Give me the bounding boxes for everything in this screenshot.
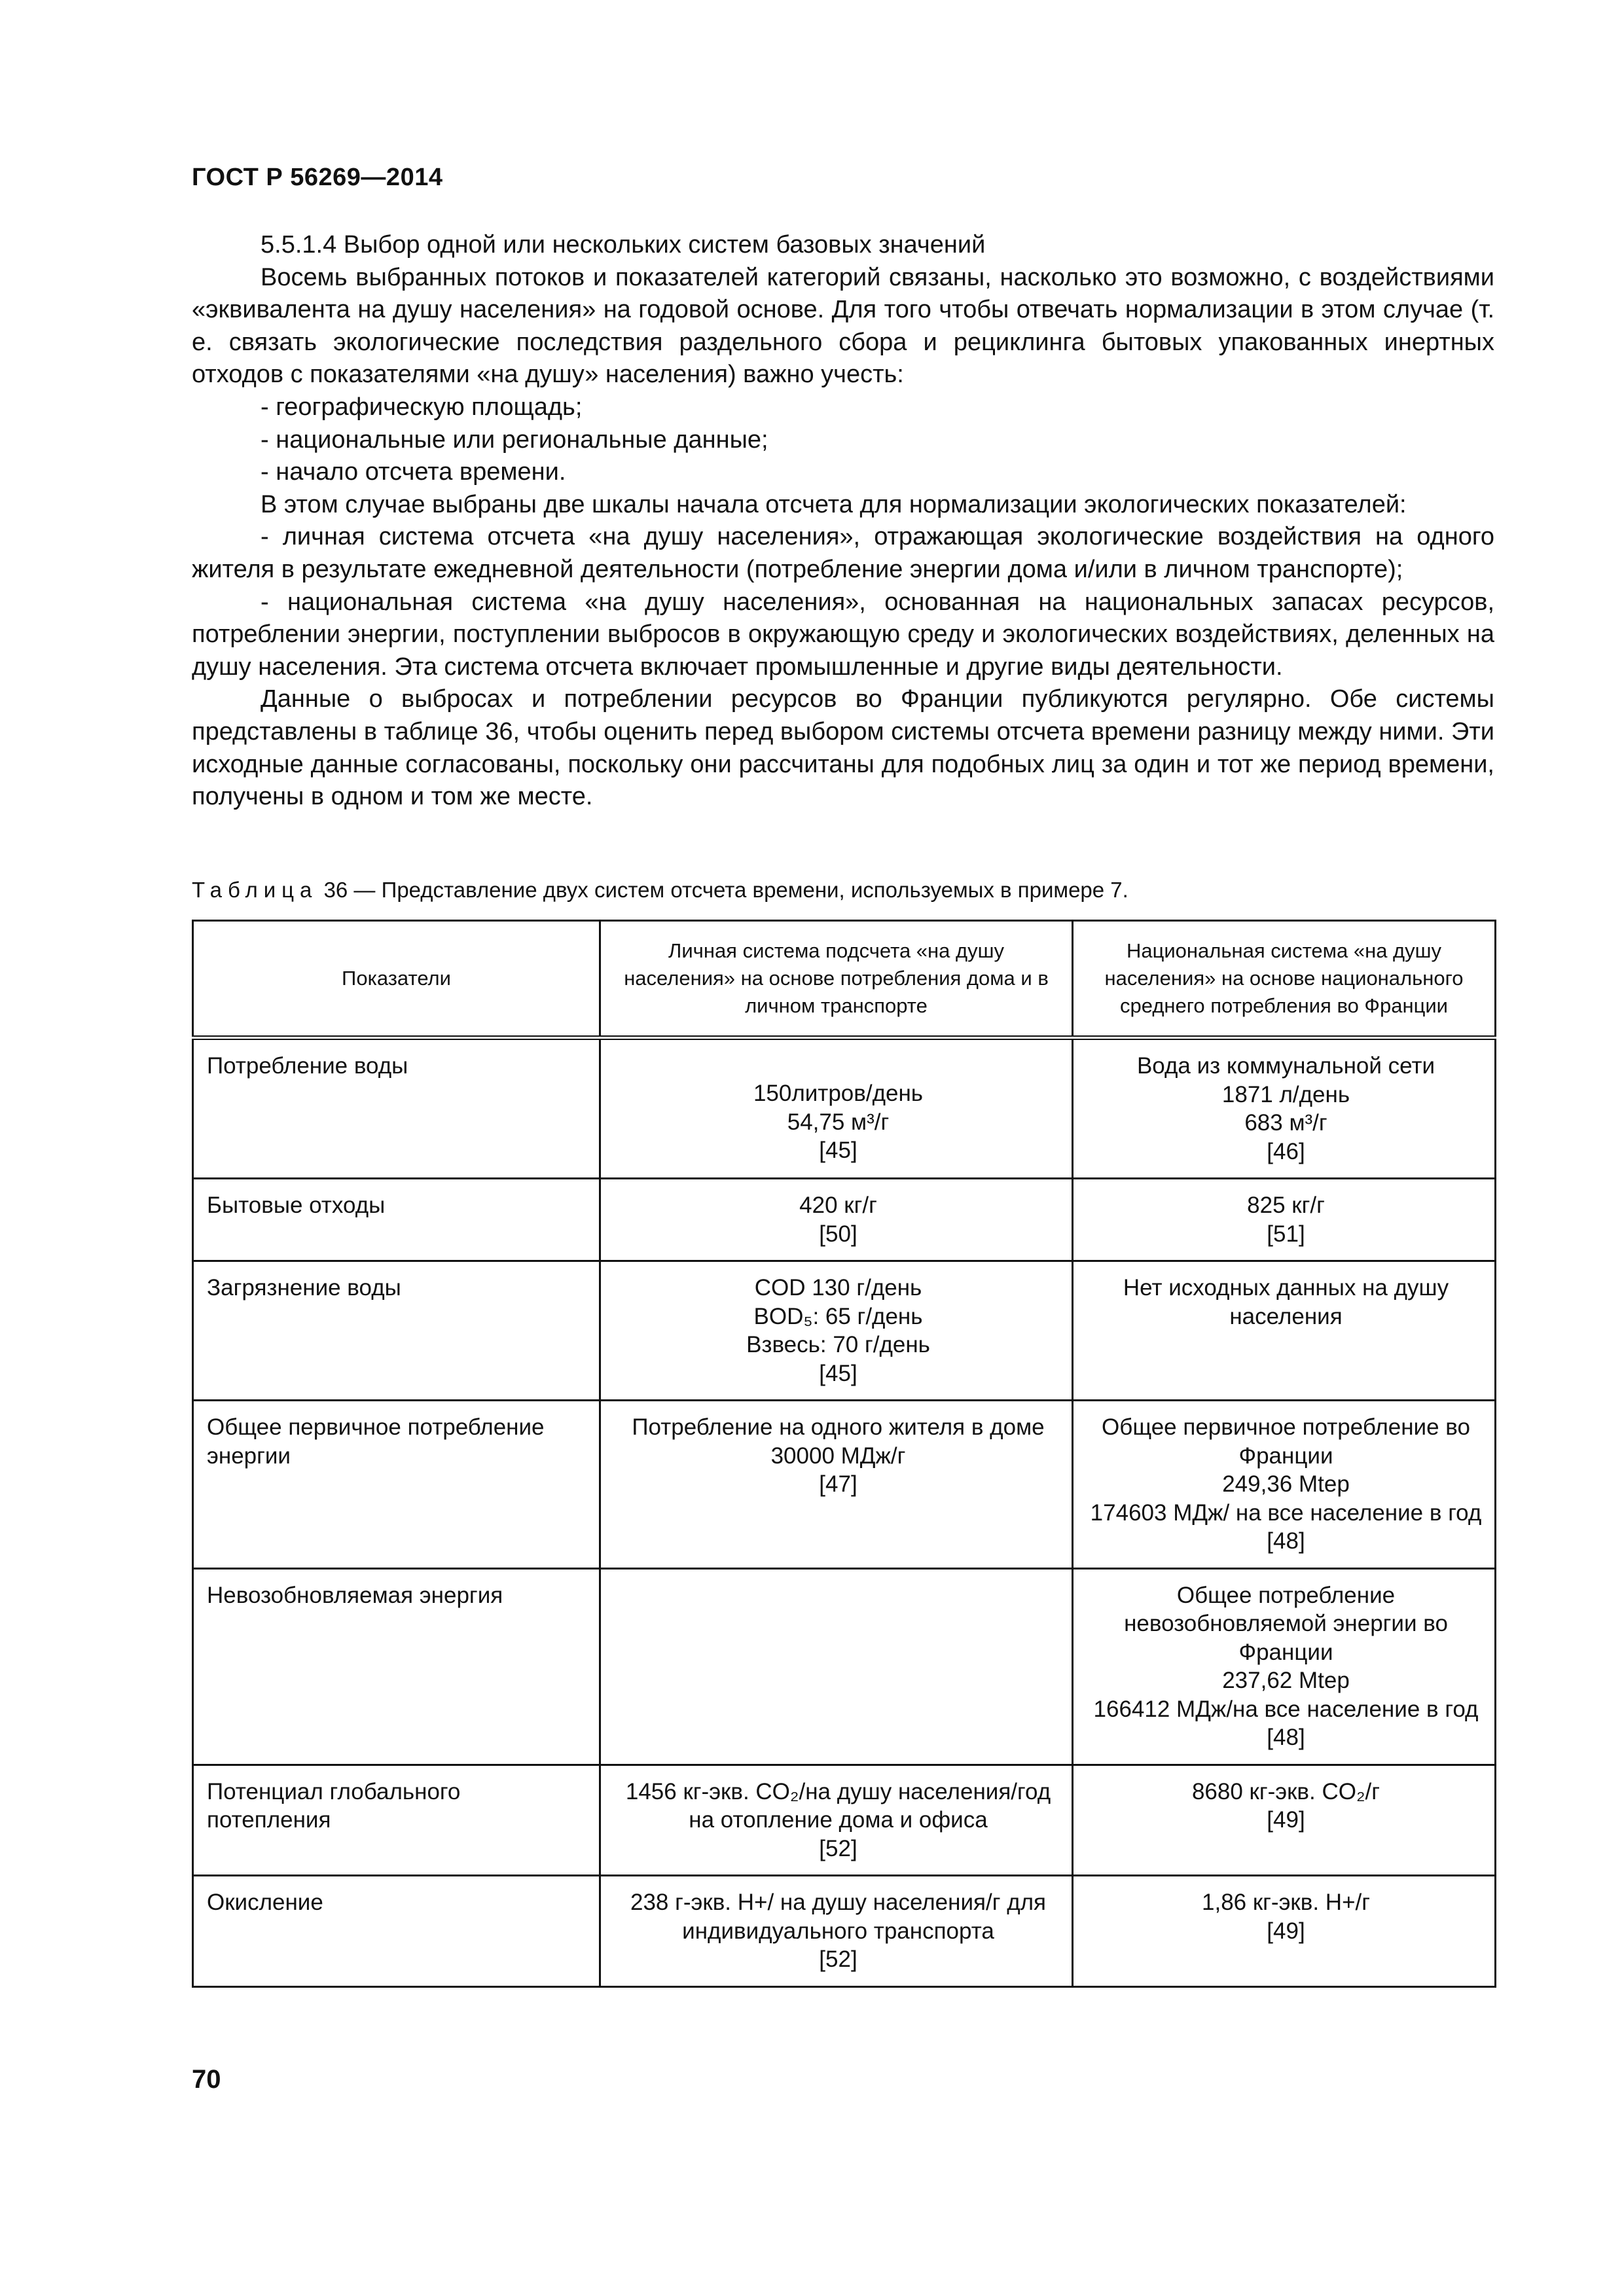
table-row — [193, 1876, 1496, 1987]
national-value-cell — [1073, 1179, 1496, 1261]
header-personal-system: Личная система подсчета «на душу населения» на основе потребления дома и в личном транспорте — [600, 921, 1073, 1038]
cell-line: 8680 кг-экв. CO₂/г — [1191, 1778, 1380, 1804]
cell-line: 30000 МДж/г — [770, 1443, 906, 1469]
cell-line: 166412 МДж/на все население в год — [1093, 1696, 1479, 1722]
cell-line: 150литров/день — [753, 1081, 924, 1106]
national-value-cell — [1073, 1038, 1496, 1179]
personal-value-cell — [600, 1876, 1073, 1987]
cell-line: [52] — [819, 1946, 857, 1972]
cell-line: [51] — [1267, 1221, 1305, 1247]
page-number: 70 — [192, 2065, 221, 2094]
cell-line: 420 кг/г — [799, 1193, 877, 1218]
paragraph: Восемь выбранных потоков и показателей категорий связаны, насколько это возможно, с воздействиями «эквивалента на душу населения» на годовой основе. Для того чтобы отвечать нормализации в этом случае (т. е. связать экологические последствия раздельного сбора и рециклинга бытовых упакованных инертных отходов с показателями «на душу» населения) важно учесть: — [192, 263, 1494, 389]
national-value-cell — [1073, 1876, 1496, 1987]
cell-line: Взвесь: 70 г/день — [746, 1332, 930, 1357]
indicator-cell: Невозобновляемая энергия — [193, 1568, 600, 1765]
cell-line: [49] — [1267, 1918, 1305, 1944]
body-text — [192, 229, 1494, 814]
cell-line: [47] — [819, 1471, 857, 1497]
indicator-cell: Потребление воды — [193, 1038, 600, 1179]
cell-line: 1456 кг-экв. CO₂/на душу населения/год на отопление дома и офиса — [625, 1778, 1051, 1833]
cell-line: 174603 МДж/ на все население в год — [1090, 1499, 1482, 1526]
indicator-cell: Потенциал глобального потепления — [193, 1765, 600, 1876]
cell-line: [45] — [819, 1360, 857, 1386]
personal-value-cell — [600, 1261, 1073, 1401]
header-indicators: Показатели — [193, 921, 600, 1038]
indicator-cell: Окисление — [193, 1876, 600, 1987]
table-body — [193, 1038, 1496, 1987]
cell-line: 683 м³/г — [1244, 1110, 1327, 1136]
cell-line: Общее первичное потребление во Франции — [1102, 1414, 1470, 1469]
national-value-cell — [1073, 1401, 1496, 1569]
table-row — [193, 1261, 1496, 1401]
list-item: - национальные или региональные данные; — [261, 425, 768, 454]
personal-value-cell — [600, 1038, 1073, 1179]
section-heading: 5.5.1.4 Выбор одной или нескольких систем базовых значений — [261, 231, 986, 259]
cell-line: [48] — [1267, 1528, 1305, 1554]
cell-line: [50] — [819, 1221, 857, 1247]
cell-line: COD 130 г/день — [754, 1275, 922, 1300]
table-row — [193, 1179, 1496, 1261]
table-row — [193, 1765, 1496, 1876]
list-item: - национальная система «на душу населения», основанная на национальных запасах ресурсов, потреблении энергии, поступлении выбросов в окружающую среду и экологических воздействиях, деленных на душу населения. Эта система отсчета включает промышленные и другие виды деятельности. — [192, 588, 1494, 681]
personal-value-cell — [600, 1568, 1073, 1765]
list-item: - географическую площадь; — [261, 393, 583, 421]
paragraph: В этом случае выбраны две шкалы начала отсчета для нормализации экологических показателей: — [261, 490, 1407, 518]
cell-line: Потребление на одного жителя в доме — [632, 1414, 1045, 1440]
indicator-cell: Бытовые отходы — [193, 1179, 600, 1261]
national-value-cell — [1073, 1765, 1496, 1876]
cell-line: 1871 л/день — [1221, 1081, 1350, 1107]
table-row — [193, 1401, 1496, 1569]
cell-line: Вода из коммунальной сети — [1136, 1053, 1435, 1079]
cell-line: 1,86 кг-экв. H+/г — [1202, 1890, 1370, 1915]
cell-line: 54,75 м³/г — [787, 1109, 890, 1135]
cell-line: 825 кг/г — [1247, 1193, 1325, 1218]
cell-line: Общее потребление невозобновляемой энергии во Франции — [1124, 1582, 1448, 1665]
indicator-cell: Загрязнение воды — [193, 1261, 600, 1401]
cell-line: BOD₅: 65 г/день — [753, 1303, 923, 1329]
table-caption-label: Таблица — [192, 878, 318, 902]
list-item: - начало отсчета времени. — [261, 458, 566, 486]
paragraph: Данные о выбросах и потреблении ресурсов во Франции публикуются регулярно. Обе системы представлены в таблице 36, чтобы оценить перед выбором системы отсчета времени разницу между ними. Эти исходные данные согласованы, поскольку они рассчитаны для подобных лиц за один и тот же период времени, получены в одном и том же месте. — [192, 685, 1494, 811]
cell-line: [49] — [1267, 1807, 1305, 1833]
cell-line: [45] — [819, 1138, 857, 1163]
document-header: ГОСТ Р 56269—2014 — [192, 164, 443, 191]
personal-value-cell — [600, 1179, 1073, 1261]
cell-line: [46] — [1267, 1138, 1305, 1164]
cell-line: 237,62 Mtep — [1222, 1668, 1350, 1693]
personal-value-cell — [600, 1765, 1073, 1876]
table-caption-text: 36 — Представление двух систем отсчета времени, используемых в примере 7. — [323, 878, 1128, 902]
cell-line: [48] — [1267, 1725, 1305, 1750]
cell-line: Нет исходных данных на душу населения — [1123, 1275, 1449, 1329]
table-row — [193, 1038, 1496, 1179]
table-caption — [192, 877, 1494, 903]
cell-line: 249,36 Mtep — [1222, 1471, 1350, 1497]
table-row — [193, 1568, 1496, 1765]
table-header-row — [193, 921, 1496, 1038]
list-item: - личная система отсчета «на душу населения», отражающая экологические воздействия на одного жителя в результате ежедневной деятельности (потребление энергии дома и/или в личном транспорте); — [192, 523, 1494, 583]
data-table — [192, 920, 1496, 1988]
indicator-cell: Общее первичное потребление энергии — [193, 1401, 600, 1569]
national-value-cell — [1073, 1568, 1496, 1765]
header-national-system: Национальная система «на душу населения» на основе национального среднего потребления во Франции — [1073, 921, 1496, 1038]
personal-value-cell — [600, 1401, 1073, 1569]
cell-line: 238 г-экв. H+/ на душу населения/г для индивидуального транспорта — [630, 1890, 1046, 1944]
national-value-cell — [1073, 1261, 1496, 1401]
cell-line: [52] — [819, 1835, 857, 1861]
